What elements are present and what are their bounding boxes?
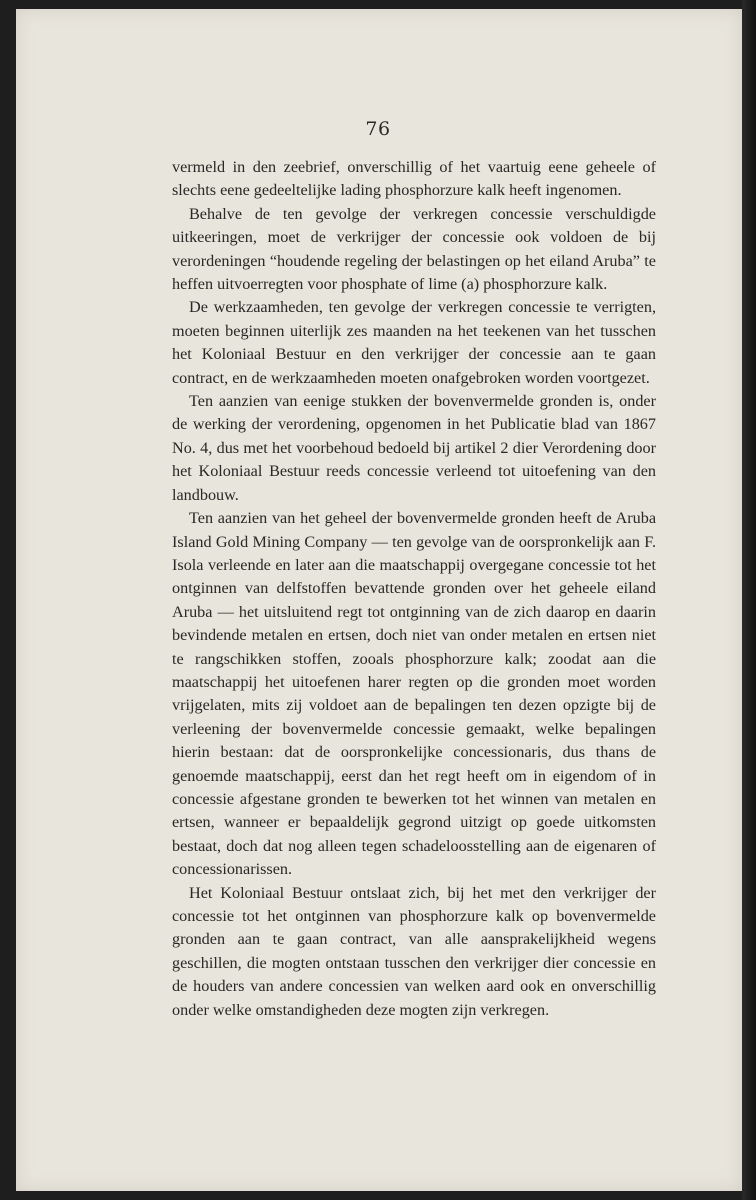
- book-edge: [742, 0, 756, 1200]
- paragraph-land-grants: Ten aanzien van eenige stukken der bovenvermelde gronden is, onder de werking der verordening, opgenomen in het Publicatie blad van 1867 No. 4, dus met het voorbehoud bedoeld bij artikel 2 dier Verordening door het Koloniaal Bestuur reeds concessie verleend tot uitoefening van den landbouw.: [172, 392, 656, 504]
- page-number: 76: [365, 118, 391, 140]
- paragraph-liability: Het Koloniaal Bestuur ontslaat zich, bij het met den verkrijger der concessie tot het ontginnen van phosphorzure kalk op bovenvermelde gronden aan te gaan contract, van alle aansprakelijkheid wegens geschillen, die mogten ontstaan tusschen den verkrijger dier concessie en de houders van andere concessien van welken aard ook en onverschillig onder welke omstandigheden deze mogten zijn verkregen.: [172, 883, 656, 1019]
- paragraph-mining-company: Ten aanzien van het geheel der bovenvermelde gronden heeft de Aruba Island Gold Mining Company — ten gevolge van de oorspronkelijk aan F. Isola verleende en later aan die maatschappij overgegane concessie tot het ontginnen van delfstoffen bevattende gronden over het geheele eiland Aruba — het uitsluitend regt tot ontginning van de zich daarop en daarin bevindende metalen en ertsen, doch niet van onder metalen en ertsen niet te rangschikken stoffen, zooals phosphorzure kalk; zoodat aan die maatschappij het uitoefenen harer regten op die gronden moet worden vrijgelaten, mits zij voldoet aan de bepalingen ten dezen opzigte bij de verleening der bovenvermelde concessie gemaakt, welke bepalingen hierin bestaan: dat de oorspronkelijke concessionaris, dus thans de genoemde maatschappij, eerst dan het regt heeft om in eigendom of in concessie afgestane gronden te bewerken tot het winnen van metalen en ertsen, wanneer er bepaaldelijk gegrond uitzigt op goede uitkomsten bestaat, doch dat nog alleen tegen schadeloosstelling aan de eigenaren of concessionarissen.: [172, 509, 656, 879]
- paragraph-works: De werkzaamheden, ten gevolge der verkregen concessie te verrigten, moeten beginnen uiterlijk zes maanden na het teekenen van het tusschen het Koloniaal Bestuur en den verkrijger der concessie aan te gaan contract, en de werkzaamheden moeten onafgebroken worden voortgezet.: [172, 298, 656, 387]
- page-body: [172, 156, 656, 1022]
- paragraph-continuation: vermeld in den zeebrief, onverschillig of het vaartuig eene geheele of slechts eene gedeeltelijke lading phosphorzure kalk heeft ingenomen.: [172, 158, 656, 200]
- paragraph-payments: Behalve de ten gevolge der verkregen concessie verschuldigde uitkeeringen, moet de verkrijger der concessie ook voldoen de bij verordeningen “houdende regeling der belastingen op het eiland Aruba” te heffen uitvoerregten voor phosphate of lime (a) phosphorzure kalk.: [172, 204, 656, 294]
